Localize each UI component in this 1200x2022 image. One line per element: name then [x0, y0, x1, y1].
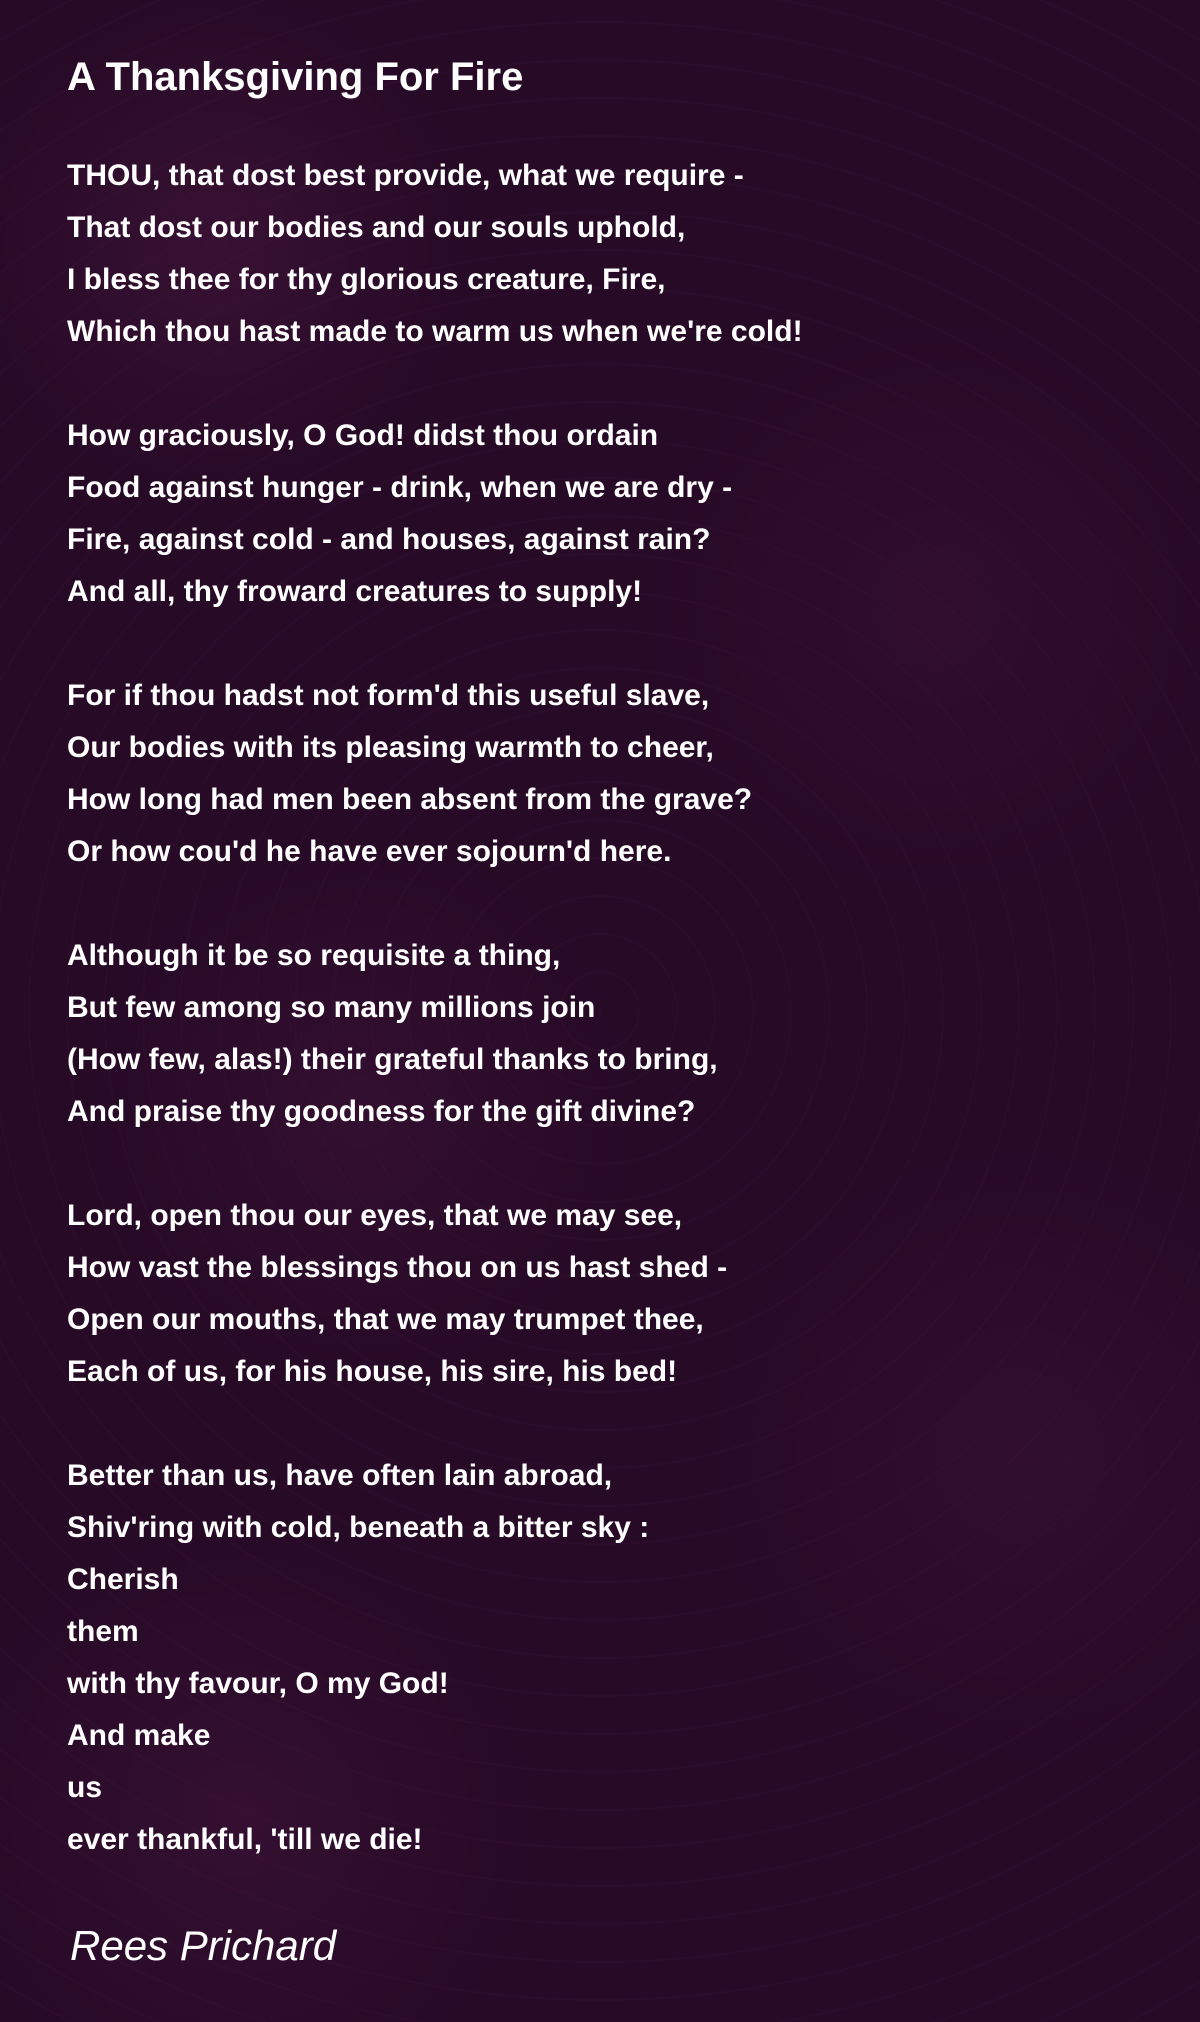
poem-line: And all, thy froward creatures to supply! [67, 575, 643, 608]
poem-line: Shiv'ring with cold, beneath a bitter sky : [67, 1511, 650, 1544]
poem-line: How vast the blessings thou on us hast shed - [67, 1251, 728, 1284]
poem-line: That dost our bodies and our souls uphold, [67, 211, 686, 244]
poem-line: Lord, open thou our eyes, that we may see, [67, 1199, 683, 1232]
poem-line: How graciously, O God! didst thou ordain [67, 419, 659, 452]
poem-line: And praise thy goodness for the gift divine? [67, 1095, 696, 1128]
stanza-4 [67, 930, 1167, 1138]
poem-line: ever thankful, 'till we die! [67, 1823, 423, 1856]
poem-line: Or how cou'd he have ever sojourn'd here. [67, 835, 672, 868]
poem-title: A Thanksgiving For Fire [67, 55, 524, 99]
poem-line: Food against hunger - drink, when we are dry - [67, 471, 733, 504]
poem-author: Rees Prichard [70, 1922, 337, 1969]
stanza-3 [67, 670, 1167, 878]
poem-line: us [67, 1771, 103, 1804]
poem-line: And make [67, 1719, 211, 1752]
poem-line: I bless thee for thy glorious creature, Fire, [67, 263, 666, 296]
stanza-2 [67, 410, 1167, 618]
stanza-5 [67, 1190, 1167, 1398]
poem-line: THOU, that dost best provide, what we require - [67, 159, 744, 192]
poem-line: them [67, 1615, 139, 1648]
poem-line: Our bodies with its pleasing warmth to cheer, [67, 731, 714, 764]
poem-line: How long had men been absent from the grave? [67, 783, 753, 816]
poem-line: Which thou hast made to warm us when we're cold! [67, 315, 803, 348]
poem-line: Fire, against cold - and houses, against rain? [67, 523, 711, 556]
poem-line: Open our mouths, that we may trumpet thee, [67, 1303, 704, 1336]
poem-line: But few among so many millions join [67, 991, 596, 1024]
poem-line: with thy favour, O my God! [67, 1667, 449, 1700]
poem-line: Cherish [67, 1563, 179, 1596]
poem-body [67, 150, 1167, 1918]
stanza-1 [67, 150, 1167, 358]
poem-line: Better than us, have often lain abroad, [67, 1459, 613, 1492]
poem-line: (How few, alas!) their grateful thanks to bring, [67, 1043, 718, 1076]
poem-line: For if thou hadst not form'd this useful slave, [67, 679, 710, 712]
stanza-6 [67, 1450, 1167, 1866]
poem-line: Each of us, for his house, his sire, his bed! [67, 1355, 678, 1388]
poem-line: Although it be so requisite a thing, [67, 939, 561, 972]
